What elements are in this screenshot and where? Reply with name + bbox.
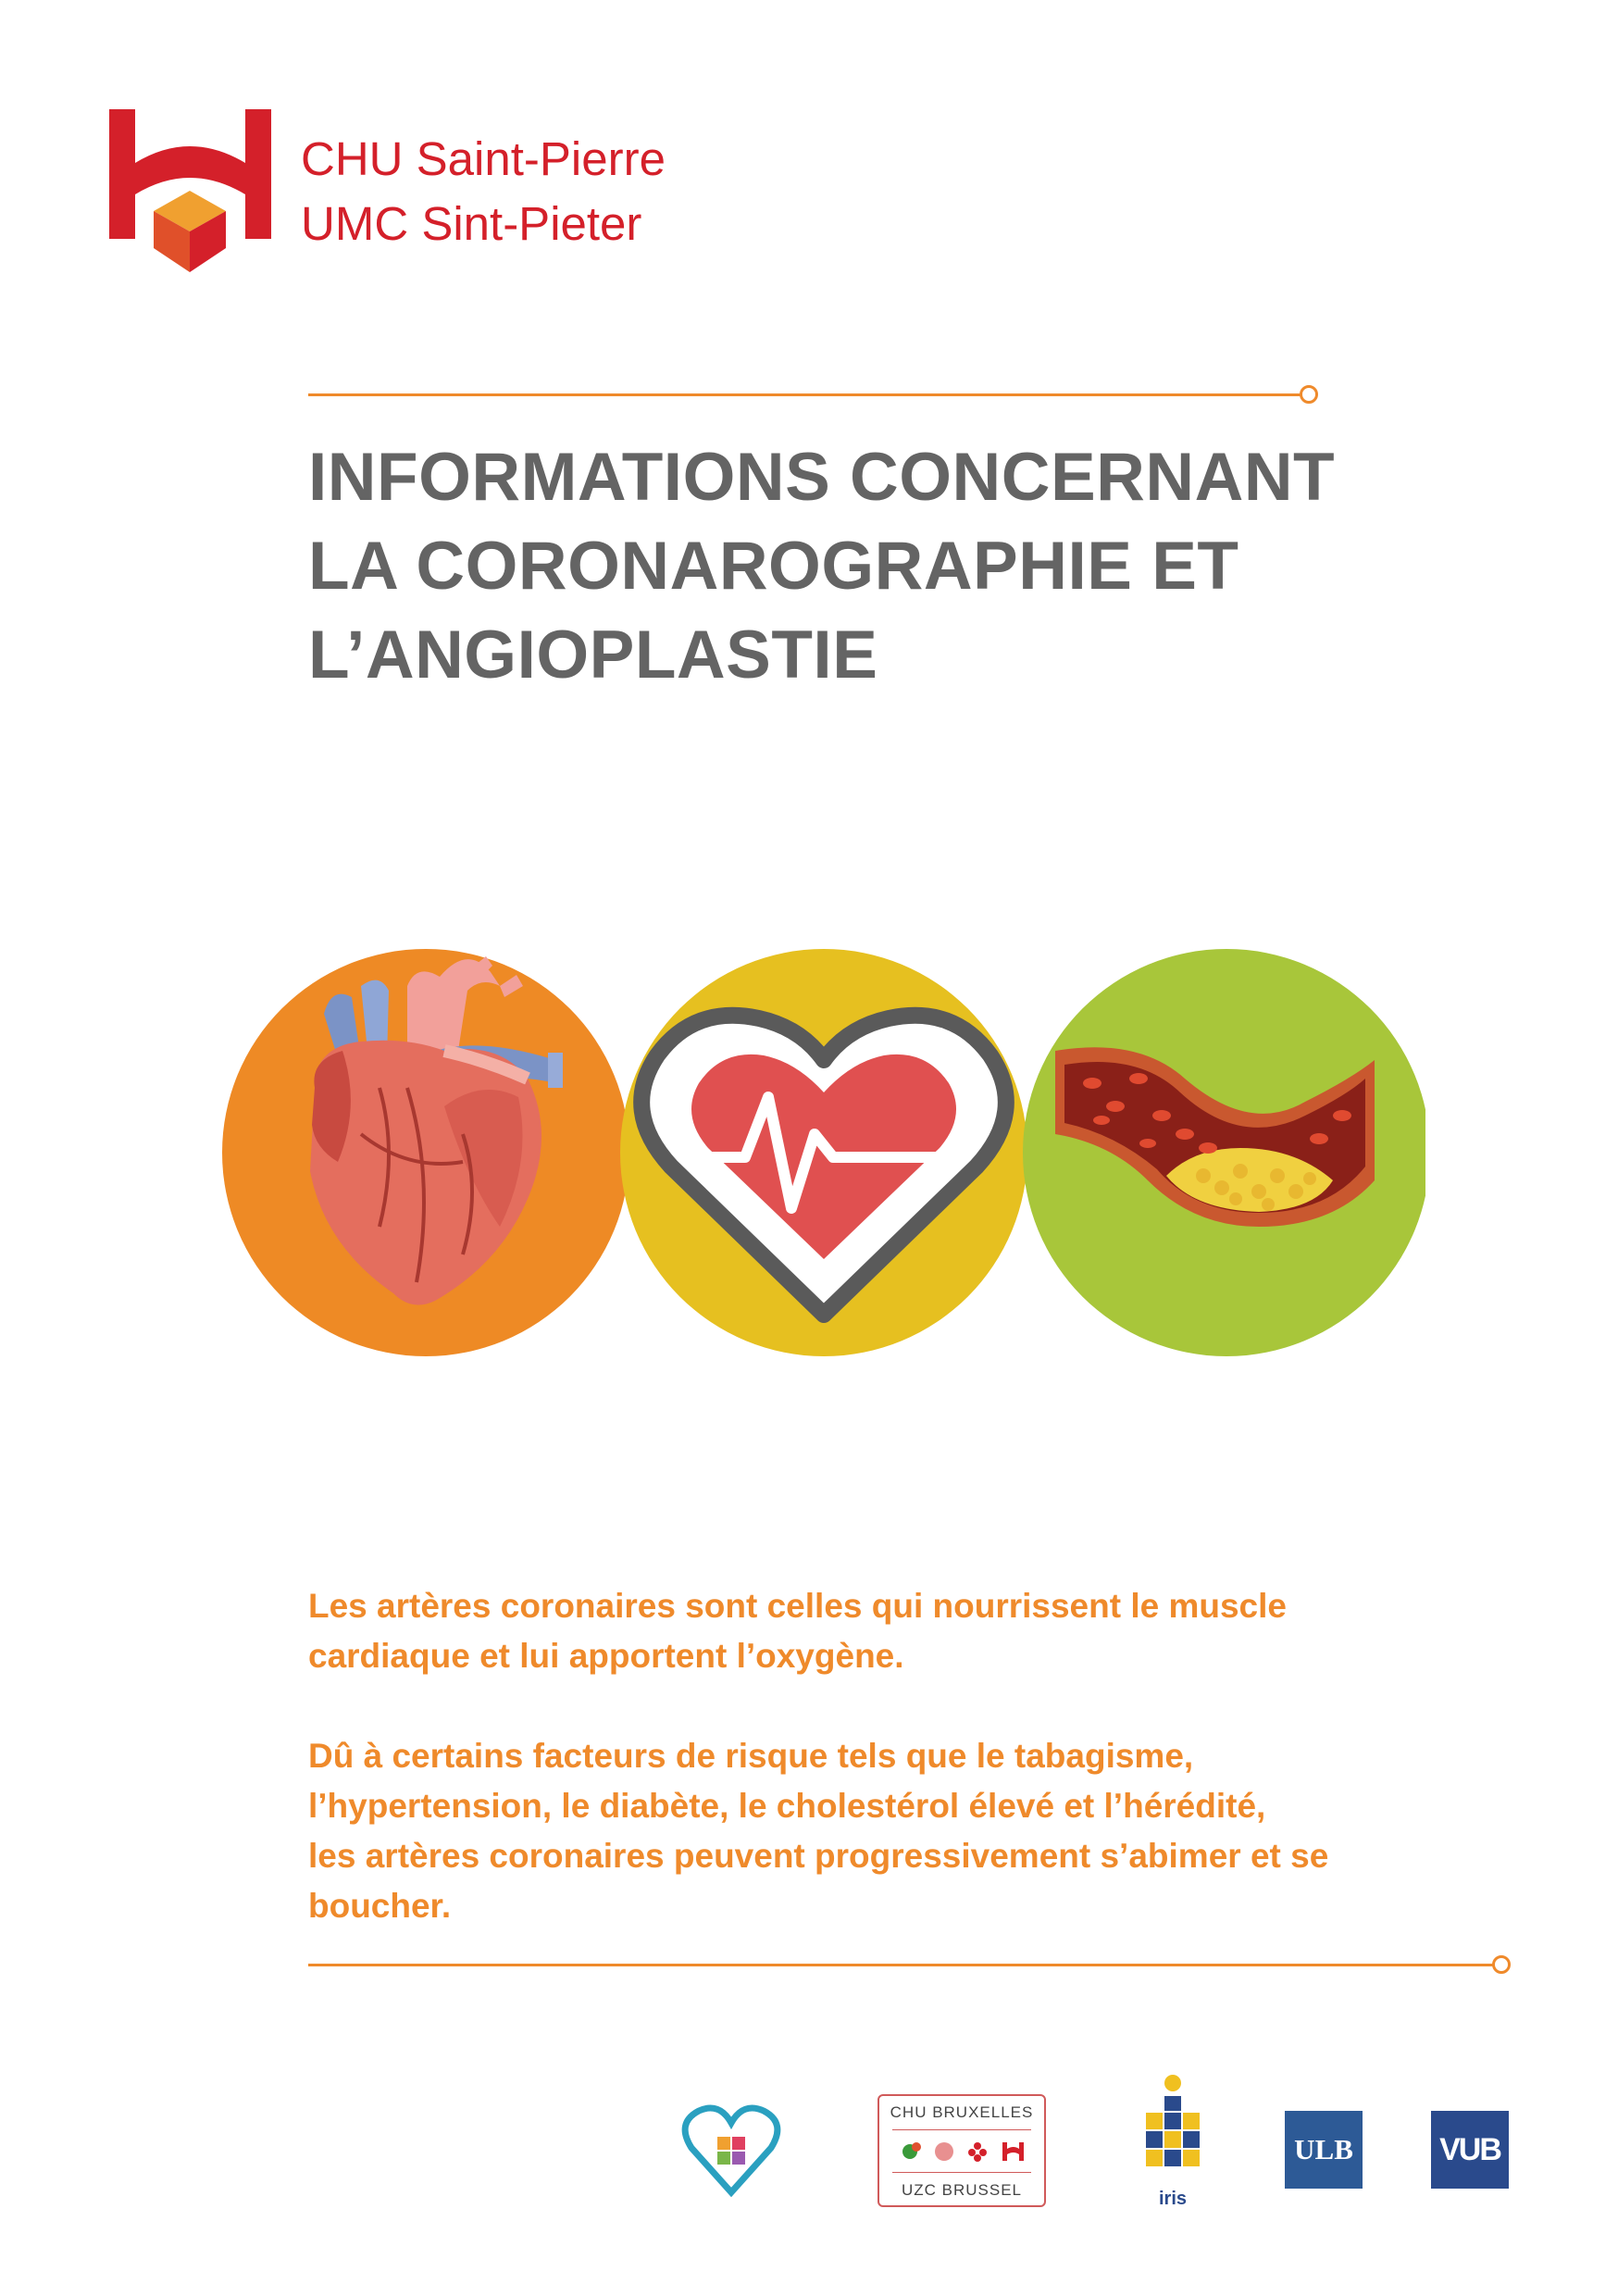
partner-top-label: CHU BRUXELLES bbox=[890, 2103, 1034, 2121]
partner-bottom-label: UZC BRUSSEL bbox=[901, 2181, 1023, 2199]
brand-name-nl: UMC Sint-Pieter bbox=[301, 197, 642, 250]
ulb-logo: ULB bbox=[1285, 2111, 1363, 2189]
title-line-2: LA CORONAROGRAPHIE ET bbox=[308, 529, 1239, 604]
intro-line-2: cardiaque et lui apportent l’oxygène. bbox=[308, 1637, 904, 1675]
bottom-divider-dot bbox=[1492, 1955, 1511, 1974]
risk-paragraph bbox=[308, 1731, 1539, 1931]
title-line-3: L’ANGIOPLASTIE bbox=[308, 618, 878, 693]
heart-pulse-icon bbox=[620, 949, 1027, 1356]
heart-cross-logo-icon bbox=[680, 2100, 782, 2202]
anatomical-heart-icon bbox=[222, 949, 629, 1356]
intro-paragraph bbox=[308, 1581, 1539, 1681]
illustration-row bbox=[222, 949, 1425, 1356]
top-divider-dot bbox=[1300, 385, 1318, 404]
partner-logos bbox=[666, 2074, 1518, 2213]
chu-bruxelles-logo bbox=[877, 2094, 1046, 2207]
title-line-1: INFORMATIONS CONCERNANT bbox=[308, 440, 1336, 515]
top-divider bbox=[308, 393, 1303, 396]
partner-icons bbox=[896, 2138, 1027, 2165]
iris-label: iris bbox=[1158, 2189, 1188, 2209]
vub-logo: VUB bbox=[1431, 2111, 1509, 2189]
risk-line-3: les artères coronaires peuvent progressivement s’abimer et se bbox=[308, 1837, 1329, 1875]
intro-line-1: Les artères coronaires sont celles qui nourrissent le muscle bbox=[308, 1587, 1287, 1625]
chu-logo-icon bbox=[109, 109, 271, 276]
page-title bbox=[308, 433, 1419, 700]
clogged-artery-icon bbox=[1023, 949, 1425, 1356]
risk-line-4: boucher. bbox=[308, 1887, 452, 1925]
risk-line-2: l’hypertension, le diabète, le cholestérol élevé et l’hérédité, bbox=[308, 1787, 1266, 1825]
iris-logo-icon bbox=[1139, 2074, 1207, 2189]
risk-line-1: Dû à certains facteurs de risque tels que le tabagisme, bbox=[308, 1737, 1194, 1775]
bottom-divider bbox=[308, 1964, 1496, 1966]
brand-name-fr: CHU Saint-Pierre bbox=[301, 132, 666, 185]
